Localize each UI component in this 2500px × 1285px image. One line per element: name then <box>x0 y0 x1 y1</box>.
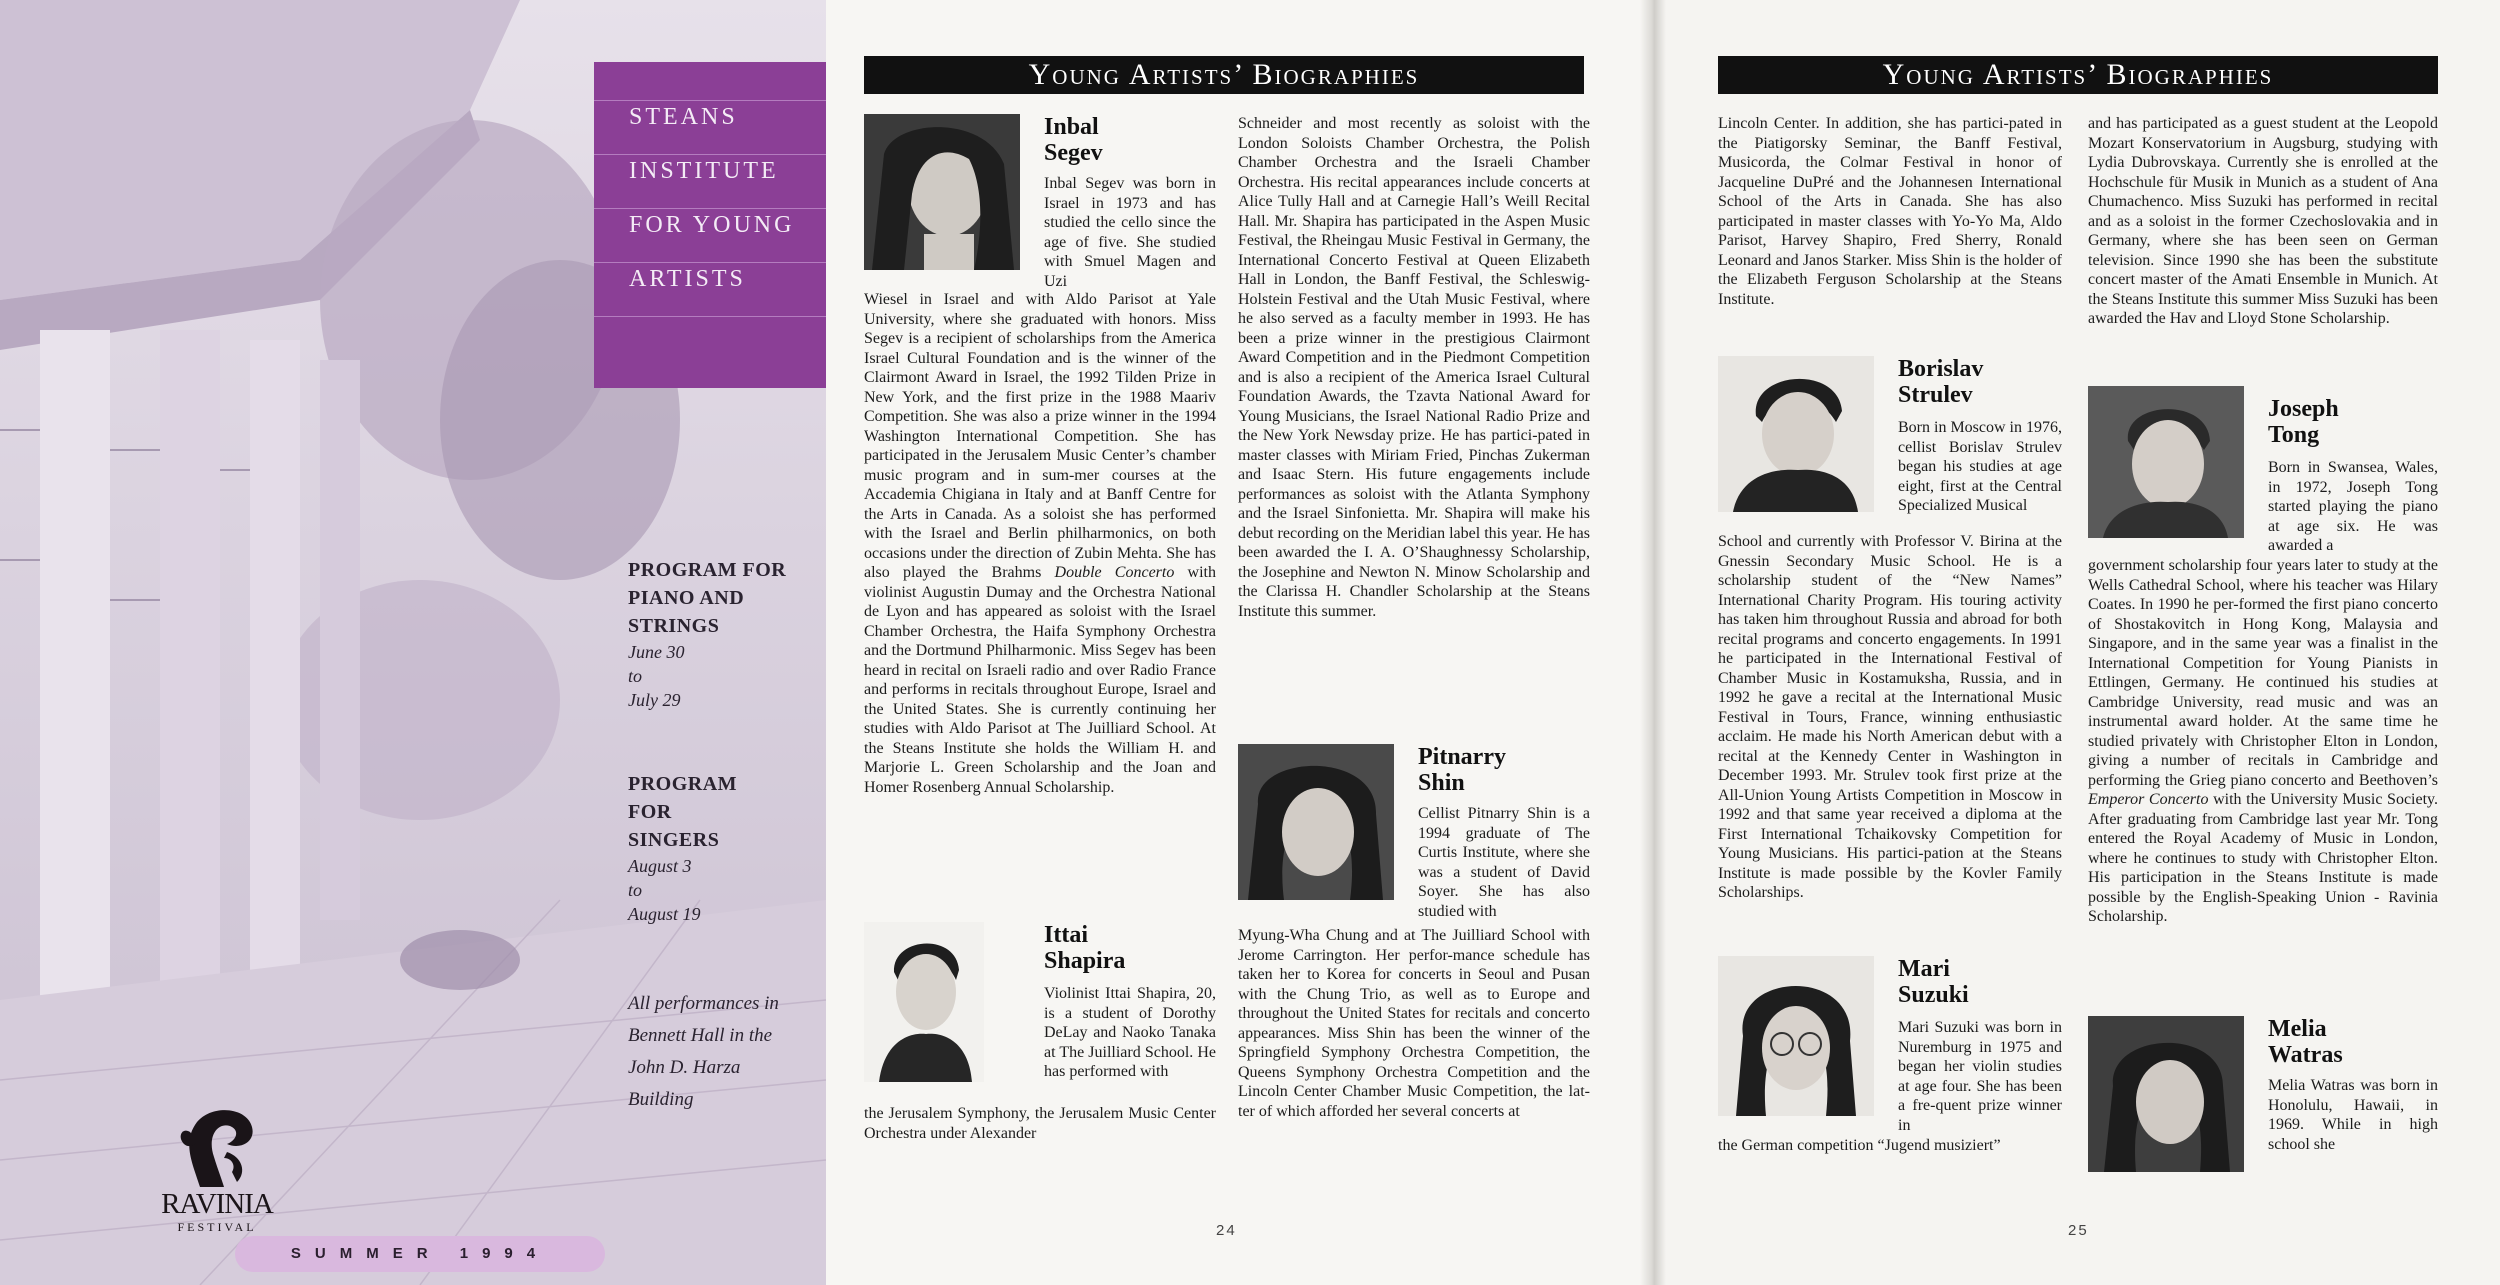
portrait-watras <box>2088 1016 2244 1172</box>
logo-name: RAVINIA <box>161 1188 273 1220</box>
bio-segev <box>864 114 1216 904</box>
name-segev: Inbal Segev <box>1044 114 1103 166</box>
body-shapira: the Jerusalem Symphony, the Jerusalem Music Center Orchestra under Alexander <box>864 1105 1216 1142</box>
name-watras: Melia Watras <box>2268 1016 2343 1068</box>
program-piano-strings: PROGRAM FOR PIANO AND STRINGS June 30 to July 29 <box>628 559 787 710</box>
intro-shin: Cellist Pitnarry Shin is a 1994 graduate of The Curtis Institute, where she was a student of David Soyer. She has also studied with <box>1418 805 1590 920</box>
name-suzuki: Mari Suzuki <box>1898 956 1969 1008</box>
ravinia-emblem-icon <box>152 1102 282 1192</box>
institute-line-2: INSTITUTE <box>629 158 779 184</box>
intro-segev: Inbal Segev was born in Israel in 1973 and has studied the cello since the age of five. She studied with Smuel Magen and Uzi <box>1044 175 1216 290</box>
bio-watras <box>2088 1016 2438 1176</box>
portrait-suzuki <box>1718 956 1874 1116</box>
bio-suzuki <box>1718 956 2062 1156</box>
bio-shin <box>1238 744 1590 1174</box>
name-shapira: Ittai Shapira <box>1044 922 1126 974</box>
performance-venue: All performances in Bennett Hall in the John D. Harza Building <box>628 993 779 1110</box>
body-shapira-continued: Schneider and most recently as soloist with the London Soloists Chamber Orchestra, the Polish Chamber Orchestra and the Israeli Chamber Orchestra. His recital appearances include concerts at Alice Tully Hall and at Carnegie Hall’s Weill Recital Hall. Mr. Shapira has participated in the Aspen Music Festival, the Rheingau Music Festival in Germany, the International Concerto Festival at Queen Elizabeth Hall in London, the Banff Festival, the Schleswig-Holstein Festival and the Utah Music Festival, where he also served as a faculty member in 1993. He has been a prize winner in the prestigious Clairmont Award Competition and in the Piedmont Competition and is also a recipient of the America Israel Cultural Foundation Awards, the Tzavta National Award for Young Musicians, the Israel National Radio Prize and the New York Newsday prize. He has partici-pated in master classes with Miriam Fried, Pinchas Zukerman and Isaac Stern. His future engagements include performances as soloist with the Atlanta Symphony and the Israel Sinfonietta. Mr. Shapira will make his debut recording on the Meridian label this year. He has been awarded the I. A. O’Shaughnessy Scholarship, the Josephine and Newton N. Minow Scholarship and the Clarissa H. Chandler Scholarship at the Steans Institute this summer. <box>1238 115 1590 620</box>
season-pill: SUMMER 1994 <box>235 1236 605 1272</box>
bio-strulev <box>1718 356 2062 926</box>
name-tong: Joseph Tong <box>2268 396 2339 448</box>
portrait-strulev <box>1718 356 1874 512</box>
intro-suzuki: Mari Suzuki was born in Nuremburg in 1975 and began her violin studies at age four. She has been a fre-quent prize winner in <box>1898 1019 2062 1134</box>
page-number-right: 25 <box>2068 1222 2089 1239</box>
intro-shapira: Violinist Ittai Shapira, 20, is a student of Dorothy DeLay and Naoko Tanaka at The Juilliard School. He has performed with <box>1044 985 1216 1080</box>
body-suzuki: the German competition “Jugend musiziert” <box>1718 1137 2001 1154</box>
body-segev: Wiesel in Israel and with Aldo Parisot at Yale University, where she graduated with honors. Miss Segev is a recipient of scholarships from the America Israel Cultural Foundation and is the winner of the Clairmont Award in Israel, the 1992 Tilden Prize in New York, and the first prize in the 1988 Maariv Competition. She was also a prize winner in the 1994 Washington International Competition. She has participated in the Jerusalem Music Center’s chamber music program and in sum-mer courses at the Accademia Chigiana in Italy and at Banff Centre for the Arts in Canada. As a soloist she has performed with the Israel and Berlin philharmonics, on both occasions under the direction of Zubin Mehta. She has also played the Brahms Double Concerto with violinist Augustin Dumay and the Orchestra National de Lyon and has appeared as soloist with the Israel Chamber Orchestra, the Haifa Symphony Orchestra and the Dortmund Philharmonic. Miss Segev has been heard in recital on Israeli radio and over Radio France and performs in recitals throughout Europe, Israel and the United States. She is currently continuing her studies with Aldo Parisot at The Juilliard School. At the Steans Institute she holds the William H. and Marjorie L. Green Scholarship and the Joan and Homer Rosenberg Annual Scholarship. <box>864 291 1216 796</box>
portrait-segev <box>864 114 1020 270</box>
body-shin: Myung-Wha Chung and at The Juilliard School with Jerome Carrington. Her perfor-mance schedule has taken her to Korea for concerts in Seoul and Pusan with the Chung Trio, as well as to Europe and throughout the United States for recitals and concerto appearances. Miss Shin has been the winner of the Springfield Symphony Orchestra Competition, the Queens Symphony Orchestra Competition and the Lincoln Center Chamber Music Competition, the lat-ter of which afforded her several concerts at <box>1238 927 1590 1120</box>
book-spine <box>1640 0 1666 1285</box>
institute-line-4: ARTISTS <box>629 266 746 292</box>
intro-watras: Melia Watras was born in Honolulu, Hawaii, in 1969. While in high school she <box>2268 1077 2438 1153</box>
bio-tong <box>2088 386 2438 986</box>
portrait-shapira <box>864 922 984 1082</box>
page-25-header: Young Artists’ Biographies <box>1718 56 2438 94</box>
portrait-shin <box>1238 744 1394 900</box>
name-strulev: Borislav Strulev <box>1898 356 1984 408</box>
body-tong: government scholarship four years later to study at the Wells Cathedral School, where his teacher was Hilary Coates. In 1990 he per-formed the first piano concerto of Shostakovitch in Hong Kong, Malaysia and Singapore, and in the same year was a finalist in the International Competition for Young Pianists in Ettlingen, Germany. He continued his studies at Cambridge University, read music and was an instrumental award holder. At the same time he studied privately with Christopher Elton in London, giving a number of recitals in Cambridge and performing the Grieg piano concerto and Beethoven’s Emperor Concerto with the University Music Society. After graduating from Cambridge last year Mr. Tong entered the Royal Academy of Music in London, where he continues to study with Christopher Elton. His participation in the Steans Institute is made possible by the English-Speaking Union - Ravinia Scholarship. <box>2088 557 2438 925</box>
body-suzuki-continued: and has participated as a guest student at the Leopold Mozart Konservatorium in Augsburg, studying with Lydia Dubrovskaya. Currently she is enrolled at the Hochschule für Musik in Munich as a student of Ana Chumachenco. Miss Suzuki has performed in recital and as a soloist in the former Czechoslovakia and in Germany, where she has been seen on German television. Since 1990 she has been the substitute concert master of the Amati Ensemble in Munich. At the Steans Institute this summer Miss Suzuki has been awarded the Hav and Lloyd Stone Scholarship. <box>2088 115 2438 327</box>
logo-festival: FESTIVAL <box>177 1220 257 1234</box>
page-24-header: Young Artists’ Biographies <box>864 56 1584 94</box>
portrait-tong <box>2088 386 2244 538</box>
ravinia-logo <box>152 1102 282 1242</box>
page-number-left: 24 <box>1216 1222 1237 1239</box>
name-shin: Pitnarry Shin <box>1418 744 1506 796</box>
intro-strulev: Born in Moscow in 1976, cellist Borislav Strulev began his studies at age eight, first at the Central Specialized Musical <box>1898 419 2062 514</box>
body-strulev: School and currently with Professor V. Birina at the Gnessin Secondary Music School. He is a scholarship student of the “New Names” International Charity Program. His touring activity has taken him throughout Russia and abroad for both recital programs and concerto engagements. In 1991 he participated in the International Festival of Chamber Music in Kostamuksha, Russia, and in 1992 he gave a recital at the International Music Festival in Tours, France, winning enthusiastic acclaim. He made his North American debut with a recital at the Kennedy Center in Washington in December 1993. Mr. Strulev took first prize at the All-Union Young Artists Competition in Moscow in 1992 and that same year received a diploma at the First International Tchaikovsky Competition for Young Musicians. His partici-pation at the Steans Institute is made possible by the Kovler Family Scholarships. <box>1718 533 2062 901</box>
institute-box <box>594 62 826 388</box>
intro-tong: Born in Swansea, Wales, in 1972, Joseph Tong started playing the piano at age six. He was awarded a <box>2268 459 2438 554</box>
institute-line-3: FOR YOUNG <box>629 212 795 238</box>
institute-line-1: STEANS <box>629 104 738 130</box>
bio-shapira <box>864 922 1216 1162</box>
cover-panel <box>0 0 826 1285</box>
body-shin-continued: Lincoln Center. In addition, she has partici-pated in the Piatigorsky Seminar, the Banff Festival, Musicorda, the Colmar Festival in honor of Jacqueline DuPré and the Johannesen International School of the Arts in Canada. She has also participated in master classes with Yo-Yo Ma, Aldo Parisot, Harvey Shapiro, Fred Sherry, Ronald Leonard and Janos Starker. Miss Shin is the holder of the Elizabeth Ferguson Scholarship at the Steans Institute. <box>1718 115 2062 308</box>
program-singers: PROGRAM FOR SINGERS August 3 to August 19 <box>628 773 738 924</box>
